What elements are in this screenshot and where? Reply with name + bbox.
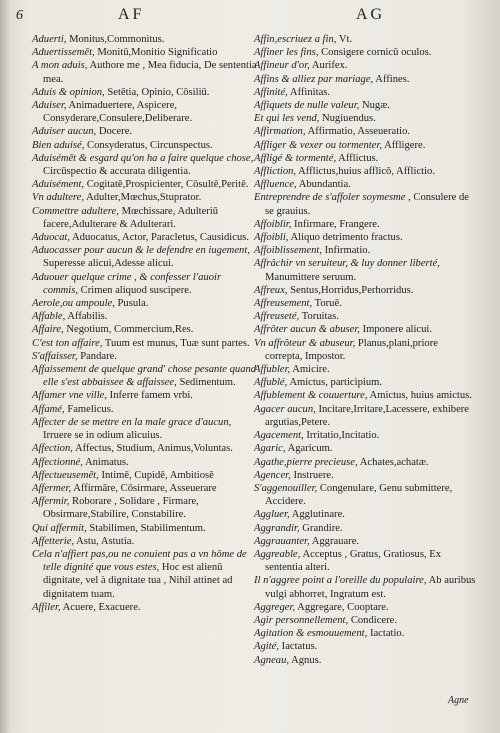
dictionary-entry <box>32 205 258 231</box>
latin-translation: Stabilimen, Stabilimentum. <box>89 522 206 534</box>
dictionary-entry <box>254 627 476 640</box>
dictionary-entry <box>254 522 476 535</box>
page-header <box>0 6 500 24</box>
latin-translation: Sentus,Horridus,Perhorridus. <box>290 284 414 296</box>
dictionary-entry <box>32 442 258 455</box>
french-headword: Aduiser, <box>32 100 67 112</box>
french-headword: Agneau, <box>254 654 290 666</box>
dictionary-entry <box>254 231 476 244</box>
latin-translation: Agnus. <box>291 654 322 666</box>
latin-translation: Affirmatio, Asseueratio. <box>307 126 411 138</box>
french-headword: Affoibli, <box>254 232 289 244</box>
latin-translation: Instruere. <box>293 469 334 481</box>
french-headword: Affaissement de quelque grand' chose pesante quand elle s'est abbaissee & affaissee, <box>32 364 257 389</box>
french-headword: Agathe,pierre precieuse, <box>254 456 358 468</box>
latin-translation: Amictus, participium. <box>289 377 383 389</box>
french-headword: Aggreable, <box>254 548 301 560</box>
french-headword: A mon aduis, <box>32 60 88 72</box>
dictionary-entry <box>254 363 476 376</box>
dictionary-entry <box>32 350 258 363</box>
latin-translation: Amicire. <box>292 364 330 376</box>
dictionary-entry <box>254 139 476 152</box>
latin-translation: Cogitatē,Prospicienter, Cōsultē,Peritē. <box>86 179 249 191</box>
latin-translation: Ab auribus vulgi abhorret, Ingratum est. <box>265 575 476 600</box>
latin-translation: Famelicus. <box>67 403 114 415</box>
dictionary-entry <box>32 59 258 85</box>
dictionary-entry <box>32 495 258 521</box>
latin-translation: Crimen aliquod suscipere. <box>80 284 192 296</box>
dictionary-entry <box>32 469 258 482</box>
dictionary-entry <box>254 112 476 125</box>
latin-translation: Affabilis. <box>67 311 108 323</box>
dictionary-entry <box>254 376 476 389</box>
french-headword: Aduertissemēt, <box>32 47 95 59</box>
latin-translation: Acceptus , Gratus, Gratiosus, Ex sententia alteri. <box>265 548 442 574</box>
latin-translation: Agaricum. <box>287 443 333 455</box>
dictionary-entry <box>254 508 476 521</box>
french-headword: Affamé, <box>32 403 65 415</box>
french-headword: Aduiser aucun, <box>32 126 97 138</box>
dictionary-entry <box>32 522 258 535</box>
dictionary-entry <box>32 323 258 336</box>
dictionary-entry <box>32 46 258 59</box>
french-headword: Et qui les vend, <box>254 113 320 125</box>
french-headword: Affreuseté, <box>254 311 300 323</box>
latin-translation: Negotium, Commercium,Res. <box>66 324 194 336</box>
dictionary-entry <box>254 310 476 323</box>
dictionary-entry <box>254 218 476 231</box>
latin-translation: Incitare,Irritare,Lacessere, exhibere argutias,Petere. <box>265 403 470 428</box>
latin-translation: Infirmatio. <box>324 245 371 257</box>
latin-translation: Consigere cornicū oculos. <box>321 47 432 59</box>
french-headword: Affrâchir vn seruiteur, & luy donner liberté, <box>254 258 440 270</box>
french-headword: Affable, <box>32 311 66 323</box>
latin-translation: Affligere. <box>384 139 426 151</box>
french-headword: Vn affrôteur & abuseur, <box>254 337 356 349</box>
latin-translation: Imponere alicui. <box>362 324 433 336</box>
french-headword: Affaire, <box>32 324 64 336</box>
latin-translation: Amictus, huius amictus. <box>369 390 472 402</box>
dictionary-entry <box>254 178 476 191</box>
latin-translation: Mœchissare, Adulteriū facere,Adulterare & Adulterari. <box>43 205 219 230</box>
dictionary-entry <box>32 416 258 442</box>
french-headword: Agir personnellement, <box>254 614 349 626</box>
latin-translation: Inferre famem vrbi. <box>109 390 193 402</box>
latin-translation: Acuere, Exacuere. <box>62 601 141 613</box>
french-headword: Affection, <box>32 443 73 455</box>
latin-translation: Animaduertere, Aspicere, Consyderare,Consulere,Deliberare. <box>43 100 193 125</box>
dictionary-entry <box>32 231 258 244</box>
french-headword: Affiquets de nulle valeur, <box>254 100 360 112</box>
latin-translation: Tuum est munus, Tuæ sunt partes. <box>104 337 250 349</box>
french-headword: Affermer, <box>32 482 72 494</box>
latin-translation: Aurifex. <box>311 60 348 72</box>
latin-translation: Afflictus. <box>338 152 379 164</box>
french-headword: Affoiblir, <box>254 218 292 230</box>
dictionary-entry <box>32 363 258 389</box>
latin-translation: Adulter,Mœchus,Stuprator. <box>86 192 202 204</box>
dictionary-entry <box>254 297 476 310</box>
dictionary-entry <box>254 469 476 482</box>
dictionary-entry <box>32 389 258 402</box>
latin-translation: Docere. <box>98 126 133 138</box>
latin-translation: Affines. <box>375 73 410 85</box>
french-headword: Aduocasser pour aucun & le defendre en iugement, <box>32 245 250 257</box>
latin-translation: Iactatio. <box>369 628 405 640</box>
dictionary-entry <box>254 389 476 402</box>
latin-translation: Affirmāre, Cōsirmare, Asseuerare <box>73 482 217 494</box>
latin-translation: Superesse alicui,Adesse alicui. <box>43 258 174 270</box>
latin-translation: Affectus, Studium, Animus,Voluntas. <box>74 443 233 455</box>
dictionary-entry <box>254 548 476 574</box>
dictionary-entry <box>254 574 476 600</box>
latin-translation: Pusula. <box>117 298 149 310</box>
dictionary-entry <box>254 33 476 46</box>
french-headword: C'est ton affaire, <box>32 337 103 349</box>
french-headword: Affiler, <box>32 601 61 613</box>
dictionary-entry <box>32 178 258 191</box>
french-headword: Agacer aucun, <box>254 403 316 415</box>
latin-translation: Condicere. <box>350 614 397 626</box>
french-headword: Agitation & esmouuement, <box>254 628 368 640</box>
latin-translation: Achates,achatæ. <box>359 456 429 468</box>
latin-translation: Afflictus,huius afflicō, Afflictio. <box>298 166 435 178</box>
dictionary-entry <box>254 337 476 363</box>
dictionary-entry <box>254 601 476 614</box>
dictionary-entry <box>32 125 258 138</box>
latin-translation: Monitū,Monitio Significatio <box>97 47 218 59</box>
french-headword: Affreux, <box>254 284 288 296</box>
french-headword: Affin,escriuez a fin, <box>254 34 337 45</box>
dictionary-entry <box>32 535 258 548</box>
latin-translation: Pandare. <box>80 350 117 362</box>
french-headword: Affineur d'or, <box>254 60 310 72</box>
french-headword: Affermir, <box>32 496 70 508</box>
french-headword: Agaric, <box>254 443 286 455</box>
latin-translation: Iactatus. <box>281 641 318 653</box>
latin-translation: Agglutinare. <box>291 509 345 521</box>
french-headword: Aerole,ou ampoule, <box>32 298 115 310</box>
dictionary-entry <box>32 310 258 323</box>
dictionary-entry <box>254 86 476 99</box>
french-headword: Affectueusemēt, <box>32 469 99 481</box>
dictionary-entry <box>254 257 476 283</box>
french-headword: Affliger & vexer ou tormenter, <box>254 139 382 151</box>
french-headword: Il n'aggree point a l'oreille du populaire, <box>254 575 427 587</box>
latin-translation: Toruē. <box>314 298 342 310</box>
dictionary-entry <box>254 125 476 138</box>
french-headword: Affectionné, <box>32 456 83 468</box>
french-headword: Aggrandir, <box>254 522 300 534</box>
french-headword: Affirmation, <box>254 126 306 138</box>
french-headword: S'aggenouiller, <box>254 482 318 494</box>
french-headword: Affublement & couuerture, <box>254 390 368 402</box>
latin-translation: Consyderatus, Circunspectus. <box>87 139 213 151</box>
dictionary-entry <box>254 165 476 178</box>
dictionary-entry <box>254 73 476 86</box>
dictionary-entry <box>32 482 258 495</box>
latin-translation: Aggregare, Cooptare. <box>297 601 389 613</box>
latin-translation: Grandire. <box>302 522 343 534</box>
french-headword: Affamer vne ville, <box>32 390 108 402</box>
page-gutter-shadow <box>0 0 10 733</box>
dictionary-entry <box>32 601 258 614</box>
french-headword: Affiner les fins, <box>254 47 319 59</box>
latin-translation: Aliquo detrimento fractus. <box>290 232 403 244</box>
dictionary-entry <box>32 33 258 46</box>
latin-translation: Toruitas. <box>301 311 339 323</box>
french-headword: Aduerti, <box>32 34 67 45</box>
dictionary-entry <box>254 191 476 217</box>
french-headword: Bien aduisé, <box>32 139 85 151</box>
french-headword: Aggrauanter, <box>254 535 310 547</box>
dictionary-entry <box>32 548 258 601</box>
dictionary-entry <box>32 403 258 416</box>
dictionary-entry <box>32 139 258 152</box>
latin-translation: Infirmare, Frangere. <box>294 218 380 230</box>
latin-translation: Aggrauare. <box>311 535 360 547</box>
french-headword: Qui affermit, <box>32 522 87 534</box>
french-headword: Commettre adultere, <box>32 205 119 217</box>
french-headword: Affreusement, <box>254 298 313 310</box>
french-headword: Affinité, <box>254 86 288 98</box>
page-number: 6 <box>16 8 23 23</box>
latin-translation: Vt. <box>338 34 353 45</box>
french-headword: Aduis & opinion, <box>32 86 105 98</box>
french-headword: Affecter de se mettre en la male grace d'aucun, <box>32 416 232 428</box>
dictionary-entry <box>254 99 476 112</box>
latin-translation: Astu, Astutia. <box>76 535 135 547</box>
dictionary-entry <box>254 46 476 59</box>
french-headword: Aduisémēt & esgard qu'on ha a faire quelque chose, <box>32 152 254 164</box>
latin-translation: Planus,plani,priore correpta, Impostor. <box>265 337 438 362</box>
french-headword: Aduouer quelque crime , & confesser l'auoir commis, <box>32 271 222 296</box>
french-headword: Affubler, <box>254 364 291 376</box>
dictionary-entry <box>254 482 476 508</box>
dictionary-entry <box>254 456 476 469</box>
dictionary-entry <box>254 614 476 627</box>
latin-translation: Consulere de se grauius. <box>265 192 469 217</box>
latin-translation: Manumittere seruum. <box>265 271 357 283</box>
dictionary-entry <box>254 403 476 429</box>
french-headword: Entreprendre de s'affoler soymesme , <box>254 192 411 204</box>
dictionary-entry <box>254 244 476 257</box>
french-headword: Agencer, <box>254 469 291 481</box>
dictionary-entry <box>32 99 258 125</box>
left-running-head: AF <box>118 6 145 23</box>
latin-translation: Circūspectio & accurata diligentia. <box>43 166 191 178</box>
latin-translation: Roborare , Solidare , Firmare, Obsirmare,Stabilire, Constabilire. <box>43 496 199 521</box>
dictionary-entry <box>32 191 258 204</box>
latin-translation: Nugiuendus. <box>321 113 376 125</box>
latin-translation: Setētia, Opinio, Cōsiliū. <box>107 86 210 98</box>
french-headword: Affrôter aucun & abuser, <box>254 324 360 336</box>
french-headword: Vn adultere, <box>32 192 84 204</box>
french-headword: Aduisément, <box>32 179 85 191</box>
dictionary-entry <box>254 535 476 548</box>
right-column <box>254 33 476 667</box>
latin-translation: Irritatio,Incitatio. <box>306 430 380 442</box>
dictionary-entry <box>32 86 258 99</box>
dictionary-entry <box>32 337 258 350</box>
french-headword: Affetterie, <box>32 535 75 547</box>
french-headword: Aggluer, <box>254 509 290 521</box>
french-headword: Affluence, <box>254 179 297 191</box>
french-headword: Agité, <box>254 641 280 653</box>
latin-translation: Affinitas. <box>289 86 331 98</box>
dictionary-entry <box>32 456 258 469</box>
french-headword: S'affaisser, <box>32 350 78 362</box>
dictionary-entry <box>32 152 258 178</box>
french-headword: Affoiblissement, <box>254 245 322 257</box>
french-headword: Affublé, <box>254 377 288 389</box>
dictionary-entry <box>254 654 476 667</box>
french-headword: Aduocat, <box>32 232 70 244</box>
dictionary-entry <box>254 323 476 336</box>
latin-translation: Monitus,Commonitus. <box>69 34 165 45</box>
dictionary-entry <box>254 442 476 455</box>
dictionary-entry <box>32 297 258 310</box>
french-headword: Affins & alliez par mariage, <box>254 73 374 85</box>
dictionary-entry <box>32 271 258 297</box>
dictionary-entry <box>254 284 476 297</box>
french-headword: Cela n'affiert pas,ou ne conuient pas a vn hōme de telle dignité que vous estes, <box>32 548 247 574</box>
latin-translation: Intimē, Cupidē, Ambitiosē <box>101 469 214 481</box>
latin-translation: Irruere se in odium alicuius. <box>43 430 163 442</box>
french-headword: Aggreger, <box>254 601 296 613</box>
latin-translation: Abundantia. <box>298 179 351 191</box>
french-headword: Agacement, <box>254 430 304 442</box>
latin-translation: Nugæ. <box>361 100 390 112</box>
latin-translation: Aduocatus, Actor, Paracletus, Causidicus. <box>72 232 250 244</box>
latin-translation: Congenulare, Genu submittere, Accidere. <box>265 482 453 508</box>
right-running-head: AG <box>356 6 386 23</box>
dictionary-entry <box>254 152 476 165</box>
dictionary-entry <box>254 429 476 442</box>
latin-translation: Sedimentum. <box>179 377 236 389</box>
latin-translation: Animatus. <box>84 456 129 468</box>
latin-translation: Hoc est alienū dignitate, vel à dignitate tua , Nihil attinet ad dignitatem tuam. <box>43 562 233 600</box>
french-headword: Affligé & tormenté, <box>254 152 337 164</box>
catchword: Agne <box>448 695 469 706</box>
left-column <box>32 33 258 614</box>
french-headword: Affliction, <box>254 166 297 178</box>
dictionary-entry <box>254 59 476 72</box>
latin-translation: Authore me , Mea fiducia, De sententia mea. <box>43 60 257 85</box>
dictionary-entry <box>254 640 476 653</box>
dictionary-entry <box>32 244 258 270</box>
